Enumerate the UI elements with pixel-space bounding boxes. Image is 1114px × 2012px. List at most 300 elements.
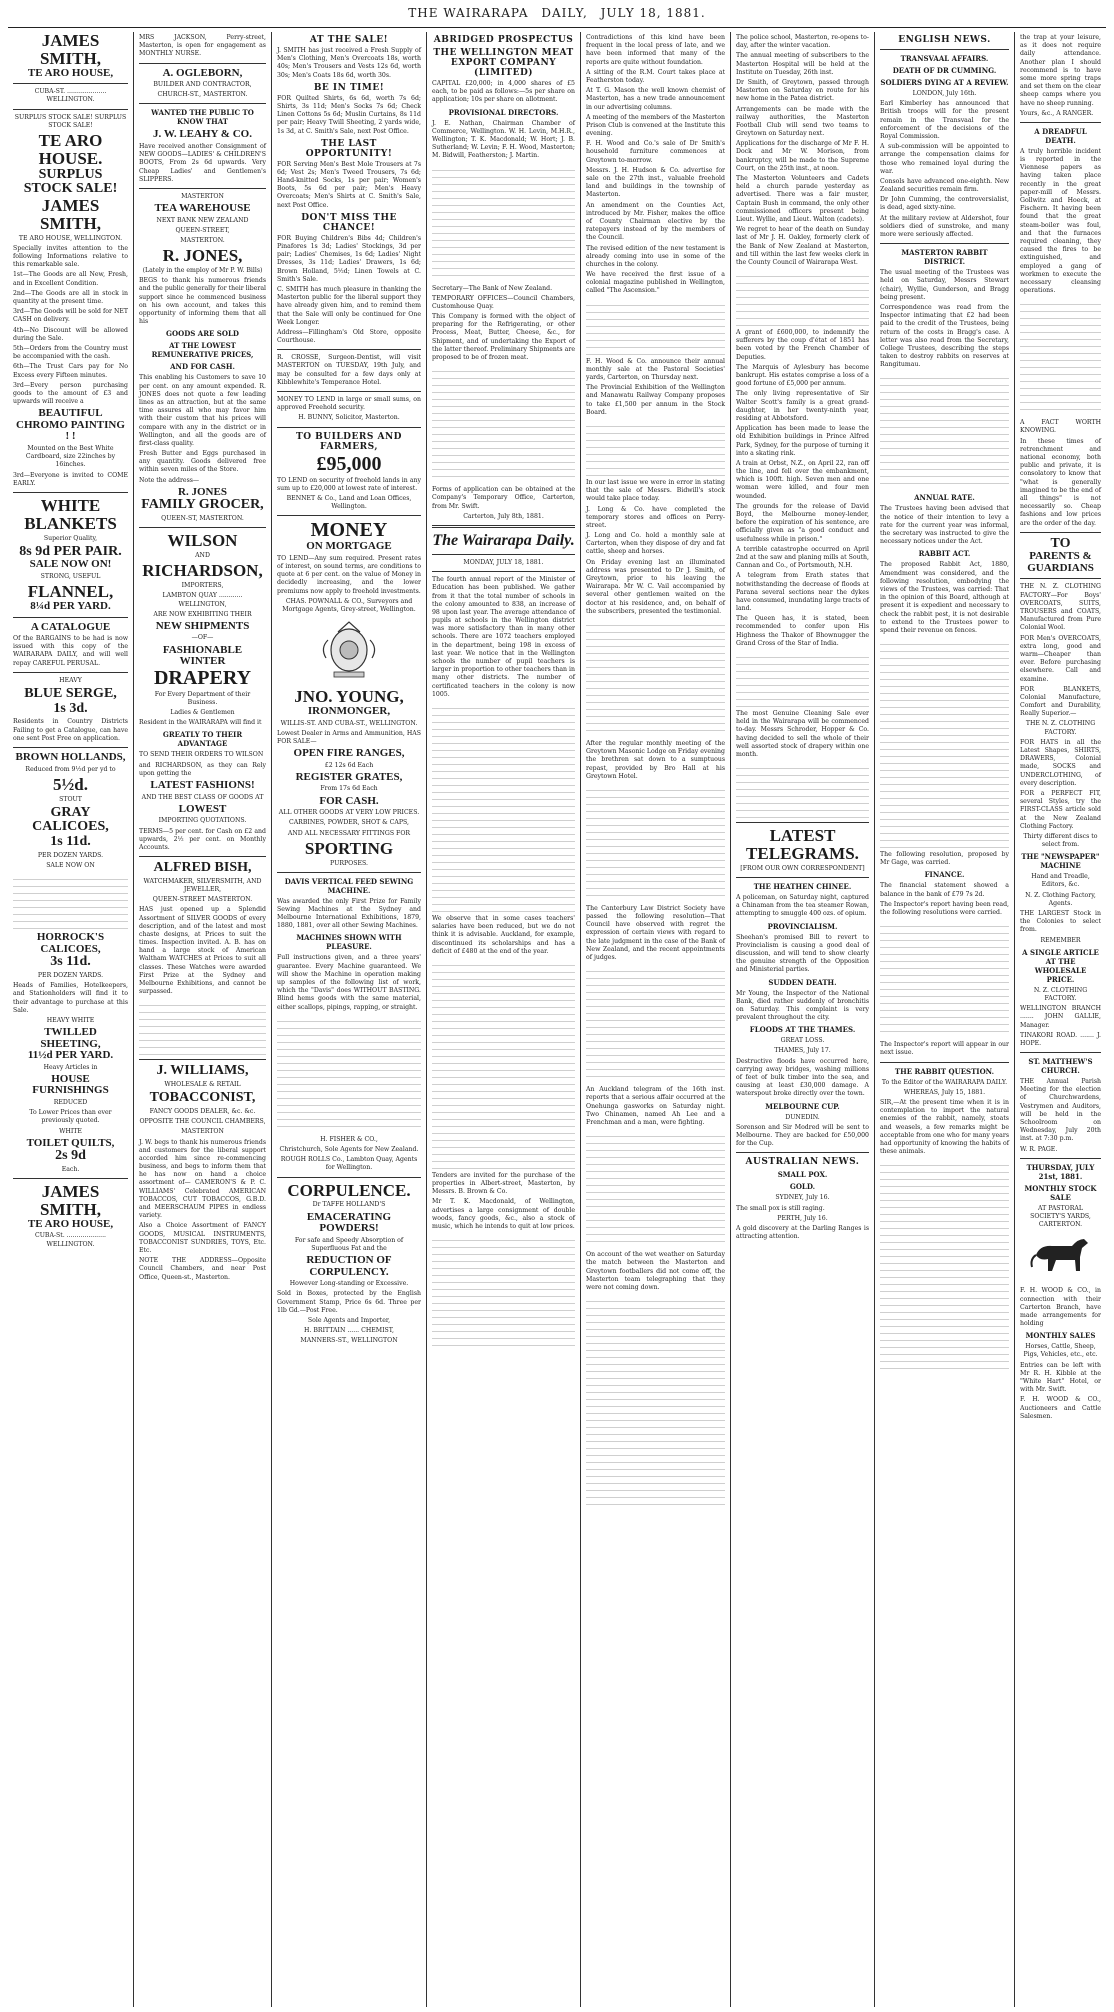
poisoning-text: The Inspector's report will appear in our next issue. xyxy=(880,1041,1009,1057)
leader-more-text-2 xyxy=(432,959,575,1169)
twilled-price: 11½d PER YARD. xyxy=(27,1049,114,1062)
hats-text: FOR HATS in all the Latest Shapes, SHIRTS, DRAWERS, Colonial made, SOCKS and UNDERCLOTHING, of every description. xyxy=(1020,738,1101,787)
per-dozen: PER DOZEN YARDS. xyxy=(37,851,104,859)
notice-6: 6th—The Trust Cars pay for No Excess every Fifteen minutes. xyxy=(13,363,128,379)
nz-agents-line: N. Z. Clothing Factory, Agents. xyxy=(1025,891,1096,907)
buying-text: FOR Buying Children's Bibs 4d; Children's Pinafores 1s 3d; Ladies' Stockings, 3d per pair; Ladies' Chemises, 1s 6d; Ladies' Night Dresses, 3s 11d; Ladies' Drawers, 1s 6d; Brown Holland, 5½d; Linen Towels at C. Smith's Sale. xyxy=(277,234,421,283)
lowest-prices: AT THE LOWEST REMUNERATIVE PRICES, xyxy=(151,341,254,360)
exhibition-text: Application has been made to lease the old Exhibition buildings in Prince Alfred Park, Sydney, for the purpose of turning it into a skating rink. xyxy=(736,425,869,457)
notice-7: 3rd—Every person purchasing goods to the amount of £3 and upwards will receive a xyxy=(13,381,128,406)
thursday-heading: THURSDAY, JULY 21st, 1881. xyxy=(1026,1162,1095,1181)
largest-text: THE LARGEST Stock in the Colonies to select from. xyxy=(1020,910,1101,934)
fact-text: In these times of retrenchment and national economy, both public and private, it is consolatory to know that "what is generally imagined to be the end of all things" is not necessarily so. Cheap fashions and low prices are the order of the day. xyxy=(1020,437,1101,527)
clothing-text: THE N. Z. CLOTHING FACTORY—For Boys' OVERCOATS, SUITS, TROUSERS and COATS, Manufactured from Pure Colonial Wool. xyxy=(1020,583,1101,632)
grates-price: From 17s 6d Each xyxy=(320,785,378,793)
carbines-line: CARBINES, POWDER, SHOT & CAPS, xyxy=(288,819,410,827)
heavy-white: HEAVY WHITE xyxy=(46,1016,95,1024)
fact-heading: A FACT WORTH KNOWING. xyxy=(1020,419,1101,435)
horrocks-price: 3s 11d. xyxy=(50,954,91,970)
importing-quotations: IMPORTING QUOTATIONS. xyxy=(158,817,247,825)
scott-text: The only living representative of Sir Walter Scott's family is a great grand-daughter, in her twenty-ninth year, residing at Abbotsford. xyxy=(736,390,869,422)
all-goods: ALL OTHER GOODS AT VERY LOW PRICES. xyxy=(278,809,420,817)
jfirst-text: J. Long and Co. hold a monthly sale at Carterton, when they dispose of dry and fat cattle, sheep and horses. xyxy=(586,532,725,556)
leader-more-text-3 xyxy=(432,1234,575,1352)
heathen-heading: THE HEATHEN CHINEE. xyxy=(753,882,852,891)
blue-serge-heading: BLUE SERGE, xyxy=(24,686,117,702)
capital-text: CAPITAL £20,000; in 4,000 shares of £5 each, to be paid as follows:—5s per share on application; 10s per share on allotment. xyxy=(432,80,575,104)
te-aro-house-label: TE ARO HOUSE, xyxy=(27,66,114,79)
bish-more-text xyxy=(139,999,266,1055)
thirty-line: Thirty different discs to select from. xyxy=(1023,832,1098,849)
dreadful-text: A truly horrible incident is reported in the Viennese papers as having taken place recently in the great paper-mill of Messrs. Gollwitz and Hoeck, at Fischern. It having been found that the great steam-boiler was foul, and that the furnaces required cleaning, they caused the fires to be extinguished, and employed a gang of workmen to execute the necessary cleansing operations. xyxy=(1020,147,1101,295)
rm-court-text: A sitting of the R.M. Court takes place at Featherston today. xyxy=(586,68,725,84)
rabbit-act-more-text xyxy=(880,638,1009,848)
prospectus-text: This Company is formed with the object of preparing for the Refrigerating, or other Process, Meat, Butter, Cheese, &c., for Shipment, and of undertaking the Export of the latter thereof. Preliminary Shipments are proposed to be of frozen meat. xyxy=(432,313,575,361)
revised-text: The revised edition of the new testament is already coming into use in some of the churches in the colony. xyxy=(586,244,725,268)
ladies-gents: Ladies & Gentlemen xyxy=(170,709,235,717)
auctioneers-line: F. H. WOOD & CO., Auctioneers and Cattle Salesmen. xyxy=(1020,1396,1101,1420)
rabbit-act-text: The proposed Rabbit Act, 1880, Amendment was considered, and the following resolution, embodying the views of the Trustees, was carried: That in the opinion of this Board, although at present it is expedient and necessary to check the rabbit pest, it is not desirable to extend to the Trustees power to spend their revenue on fences. xyxy=(880,561,1009,634)
smith-sale-text: J. SMITH has just received a Fresh Supply of Men's Clothing, Men's Overcoats 18s, worth 40s; Men's Trousers and Vests 12s 6d, worth 30s; Men's Coats 18s 6d, worth 30s. xyxy=(277,47,421,79)
smith-address: Address—Fillingham's Old Store, opposite Courthouse. xyxy=(277,328,421,345)
received-more-text xyxy=(586,299,725,355)
butter-text: Fresh Butter and Eggs purchased in any quantity. Goods delivered free within seven miles of the Store. xyxy=(139,450,266,474)
be-in-time-heading: BE IN TIME! xyxy=(313,82,385,93)
column-1 xyxy=(8,32,134,2007)
fhwood-text-2: F. H. WOOD & CO., in connection with their Carterton Branch, have made arrangements for holding xyxy=(1020,1287,1101,1328)
woods-text: F. H. Wood and Co.'s sale of Dr Smith's household furniture commences at Greytown to-morrow. xyxy=(586,140,725,164)
dreadful-heading: A DREADFUL DEATH. xyxy=(1034,126,1087,145)
nz-factory-line: THE N. Z. CLOTHING FACTORY. xyxy=(1025,720,1096,736)
trustees-meeting-text: The usual meeting of the Trustees was held on Saturday, Messrs Stewart (chair), Wyllie, Gunderson, and Bragg being present. xyxy=(880,269,1009,301)
queen-street: QUEEN-STREET, xyxy=(175,226,230,234)
crosse-text: R. CROSSE, Surgeon-Dentist, will visit MASTERTON on TUESDAY, 19th July, and may be consulted for a few days only at Kibblewhite's Temperance Hotel. xyxy=(277,354,421,386)
military-text: At the military review at Aldershot, four soldiers died of sunstroke, and many more were seriously affected. xyxy=(880,214,1009,238)
carterton-date: Carterton, July 8th, 1881. xyxy=(463,512,544,520)
signature-line: Yours, &c., A RANGER. xyxy=(1020,109,1094,117)
te-aro-house-label-2: TE ARO HOUSE, xyxy=(27,1217,114,1230)
wr-line: and RICHARDSON, as they can Rely upon getting the xyxy=(139,761,266,777)
friday-text: On Friday evening last an illuminated address was presented to Dr J. Smith, of Greytown, prior to his leaving the Wairarapa. Mr W. C. Vail accompanied by several other gentlemen waited on the doctor at his residence, and, on behalf of the subscribers, presented the testimonial. xyxy=(586,558,725,615)
account-text: On account of the wet weather on Saturday the match between the Masterton and Greytown footballers did not come off, the Masterton team telegraphing that they were not coming down. xyxy=(586,1251,725,1291)
catalogue-heading: A CATALOGUE xyxy=(30,620,111,633)
williams-also: Also a Choice Assortment of FANCY GOODS, MUSICAL INSTRUMENTS, TOBACCONIST SUNDRIES, TOYS, Etc. Etc. xyxy=(139,1222,266,1254)
goods-sold: GOODS ARE SOLD xyxy=(166,329,239,339)
machines-heading: MACHINES SHOWN WITH PLEASURE. xyxy=(296,933,402,952)
street-line: CUBA-ST. .................... WELLINGTON. xyxy=(34,88,107,104)
chromo-heading: CHROMO PAINTING ! ! xyxy=(16,418,125,443)
leader-text: The fourth annual report of the Minister of Education has been published. We gather from it that the total number of schools in the colony amounted to 838, an increase of 98 upon last year. The average attendance of pupils at schools in the Wellington district was more satisfactory than in many other schools. There are 1072 teachers employed in the department, being 198 in excess of last year. We notice that in the Wellington schools the number of pupil teachers is larger in proportion to other teachers than in many other districts. The number of certificated teachers in the colony is now 1005. xyxy=(432,576,575,698)
smallpox-heading: SMALL POX. xyxy=(777,1170,828,1180)
sale-now-on-2: SALE NOW ON xyxy=(46,862,95,869)
masterton-line: MASTERTON. xyxy=(180,237,225,245)
transvaal-heading: TRANSVAAL AFFAIRS. xyxy=(900,54,989,63)
mounted-text: Mounted on the Best White Cardboard, size 22inches by 16inches. xyxy=(25,444,116,469)
bennet-line: BENNET & Co., Land and Loan Offices, Wellington. xyxy=(286,494,412,511)
flannel-price: 8¼d PER YARD. xyxy=(30,600,111,613)
smith-card-text: C. SMITH has much pleasure in thanking the Masterton public for the liberal support they have already given him, and to remind them that the Sale will only be continued for One Week Longer. xyxy=(277,285,421,326)
correspondence-text: Correspondence was read from the Inspector intimating that £2 had been paid to the credit of the Trustees, being return of the costs in Bragg's case. A letter was also read from the Secretary, College Trustees, describing the steps taken to destroy rabbits on reserves at Rangitumau. xyxy=(880,303,1009,369)
te-aro-house-address: TE ARO HOUSE, WELLINGTON. xyxy=(18,234,123,242)
sudden-text: Mr Young, the Inspector of the National Bank, died rather suddenly of bronchitis on Saturday. This complaint is very prevalent throughout the city. xyxy=(736,989,869,1022)
fashionable-label: FASHIONABLE WINTER xyxy=(162,643,243,668)
james-smith-heading: JAMES SMITH, xyxy=(40,32,101,68)
opposite-line: OPPOSITE THE COUNCIL CHAMBERS, xyxy=(139,1118,266,1126)
street-line-2: CUBA-St. .................... WELLINGTON. xyxy=(34,1232,107,1248)
company-heading: THE WELLINGTON MEAT EXPORT COMPANY (LIMITED) xyxy=(433,48,574,78)
brown-hollands-heading: BROWN HOLLANDS, xyxy=(15,750,126,763)
williams-text: J. W. begs to thank his numerous friends and customers for the liberal support accorded him since re-commencing business, and begs to inform them that he has now on hand a choice assortment of— CAMERON'S & P. C. WILLIAMS' Celebrated AMERICAN TOBACCOS, CUT TOBACCOS, G.B.D. and MEERSCHAUM PIPES in endless variety. xyxy=(139,1138,266,1220)
rabbit-district-heading: MASTERTON RABBIT DISTRICT. xyxy=(901,248,988,267)
gray-calicoes-heading: GRAY CALICOES, xyxy=(32,804,109,835)
issue-date: MONDAY, JULY 18, 1881. xyxy=(463,558,544,566)
livestock-list: Horses, Cattle, Sheep, Pigs, Vehicles, etc., etc. xyxy=(1023,1343,1098,1359)
gold-heading: GOLD. xyxy=(789,1182,816,1192)
lend-text: TO LEND—Any sum required. Present rates of interest, on sound terms, are conditions to quote at 6 per cent. on the value of Money in decidedly increasing, and the lower premiums now apply to freehold investments. xyxy=(277,554,421,595)
loan-text: TO LEND on security of freehold lands in any sum up to £20,000 at lowest rate of interest. xyxy=(277,476,421,492)
telegram-text: A telegram from Erath states that notwithstanding the decrease of floods at Parana several sections near the dykes have consumed, inundating large tracts of land. xyxy=(736,572,869,613)
inspector-text: The following resolution, proposed by Mr Gage, was carried. xyxy=(880,851,1009,867)
correspondence-more-text xyxy=(880,372,1009,490)
alfred-bish-heading: ALFRED BISH, xyxy=(153,860,252,876)
dont-miss-heading: DON'T MISS THE CHANCE! xyxy=(301,212,397,233)
volunteers-text: The Masterton Volunteers and Cadets held a church parade yesterday as advertised. There was a fair muster, Captain Bush in command, the only other commissioned officers present being Lieut. Wyllie, and Lieut. Walton (cadets). xyxy=(736,175,869,223)
applications-text: Forms of application can be obtained at the Company's Temporary Office, Carterton, from Mr. Swift. xyxy=(432,486,575,510)
terms-text: TERMS—5 per cent. for Cash on £2 and upwards, 2½ per cent. on Monthly Accounts. xyxy=(139,827,266,851)
williams-heading: J. WILLIAMS, xyxy=(156,1063,249,1079)
heads-of-families: Heads of Families, Hotelkeepers, and Stationholders will find it to their advantage to purchase at this Sale. xyxy=(13,982,128,1014)
notice-2: 2nd—The Goods are all in stock in quantity at the present time. xyxy=(13,289,128,306)
lowest-text: To Lower Prices than ever previously quoted. xyxy=(29,1109,112,1125)
grant-text: A grant of £600,000, to indemnify the sufferers by the coup d'état of 1851 has been voted by the French Chamber of Deputies. xyxy=(736,329,869,361)
for-cash: AND FOR CASH. xyxy=(170,362,235,372)
letter-date: WHEREAS, July 15, 1881. xyxy=(903,1088,986,1096)
family-grocer: FAMILY GROCER, xyxy=(141,497,264,513)
notice-4: 4th—No Discount will be allowed during the Sale. xyxy=(13,326,128,342)
column-8 xyxy=(1015,32,1106,2007)
floods-heading: FLOODS AT THE THAMES. xyxy=(749,1025,856,1035)
queen-st-2: QUEEN-STREET MASTERTON. xyxy=(152,896,253,904)
thames-date: THAMES, July 17. xyxy=(774,1047,831,1055)
column-5 xyxy=(581,32,731,2007)
perth-date: PERTH, July 16. xyxy=(777,1214,828,1222)
loan-amount: £95,000 xyxy=(316,452,382,475)
on-mortgage: ON MORTGAGE xyxy=(306,540,392,553)
wanted-heading: WANTED THE PUBLIC TO KNOW THAT xyxy=(151,108,254,127)
mason-text: At T. G. Mason the well known chemist of Masterton, has a new trade announcement in our advertising columns. xyxy=(586,87,725,111)
jones-more: This enabling his Customers to save 10 per cent. on any amount expended. R. JONES does not quote a few leading lines as an attraction, but at the same time assures all who may favor him with their custom that his prices will compare with any in the district or in Wellington, and all the goods are of first-class quality. xyxy=(139,374,266,447)
strong-useful: STRONG, USEFUL xyxy=(40,572,101,580)
serving-text: FOR Serving Men's Best Mole Trousers at 7s 6d; Vest 2s; Men's Tweed Trousers, 7s 6d; Hand-knitted Socks, 1s per pair; Women's Boots, 5s 6d per pair; Men's Heavy Overcoats; Men's Shirts at C. Smith's Sale, next Post Office. xyxy=(277,160,421,209)
received-text: We have received the first issue of a colonial magazine published in Wellington, called "The Ascension." xyxy=(586,271,725,295)
builder-line: BUILDER AND CONTRACTOR, xyxy=(153,81,252,89)
brown-price: 5½d. xyxy=(53,774,88,794)
beautiful-label: BEAUTIFUL xyxy=(38,407,103,420)
intro-text: Specially invites attention to the following Informations relative to this remarkable sale. xyxy=(13,244,128,269)
cumming-heading: DEATH OF DR CUMMING. xyxy=(892,66,997,75)
however-line: However Long-standing or Excessive. xyxy=(289,1280,409,1288)
nzcf-line: N. Z. CLOTHING FACTORY. xyxy=(1033,986,1088,1002)
jackson-notice: MRS JACKSON, Perry-street, Masterton, is open for engagement as MONTHLY NURSE. xyxy=(139,34,266,58)
leader-text-2: We observe that in some cases teachers' salaries have been reduced, but we do not think it is advisable. Auckland, for example, discontinued its scholarships and has a deficit of £480 at the end of the year. xyxy=(432,914,575,955)
hand-line: Hand and Treadle, Editors, &c. xyxy=(1031,873,1090,889)
james-smith-heading-3: JAMES SMITH, xyxy=(40,1182,101,1220)
furnishings-heading: HOUSE FURNISHINGS xyxy=(32,1072,109,1097)
quilts-price: 2s 9d xyxy=(55,1148,86,1164)
pastoral-line: AT PASTORAL SOCIETY'S YARDS, CARTERTON. xyxy=(1030,1204,1091,1229)
prospectus-more-text xyxy=(432,365,575,483)
white-label: WHITE xyxy=(59,1127,82,1135)
invited-text: 3rd—Everyone is invited to COME EARLY. xyxy=(13,471,128,487)
paper-title: The Wairarapa Daily. xyxy=(432,531,575,549)
canterbury-text: The Canterbury Law District Society have passed the following resolution—That Council have observed with regret the expression of certain views with regard to the late judgment in the case of the Bank of New Zealand, and the recent appointments of judges. xyxy=(586,904,725,961)
tobacconist-heading: TOBACCONIST, xyxy=(149,1090,256,1106)
column-3 xyxy=(272,32,427,2007)
sudden-heading: SUDDEN DEATH. xyxy=(768,977,837,987)
sydney-date: SYDNEY, July 16. xyxy=(775,1194,830,1202)
ogleborn-heading: A. OGLEBORN, xyxy=(162,66,243,79)
surplus-stock-heading: SURPLUS STOCK SALE! xyxy=(23,166,118,197)
melbourne-cup-heading: MELBOURNE CUP. xyxy=(765,1101,840,1111)
sydney-text: The small pox is still raging. xyxy=(736,1204,825,1212)
temporary-text: TEMPORARY OFFICES—Council Chambers, Customhouse Quay. xyxy=(432,294,575,310)
heavy-articles: Heavy Articles in xyxy=(43,1063,98,1071)
serge-price: 1s 3d. xyxy=(53,700,88,716)
cleaning-sale-text: The most Genuine Cleaning Sale ever held in the Wairarapa will be commenced to-day. Messrs Schroder, Hopper & Co. having decided to sell the whole of their well assorted stock of drapery within one month. xyxy=(736,710,869,758)
directors-text: J. E. Nathan, Chairman Chamber of Commerce, Wellington. W. H. Levin, M.H.R., Wellington; T. K. Macdonald; W. Hort; J. B. Sutherland; W. Levin; F. H. Wood, Masterton; M. Bidwill, Featherston; J. Martin. xyxy=(432,119,575,160)
of-label: —OF— xyxy=(191,634,214,642)
notice-1: 1st—The Goods are all New, Fresh, and in Excellent Condition. xyxy=(13,271,128,287)
money-heading: MONEY xyxy=(310,519,388,542)
leahy-text: Have received another Consignment of NEW GOODS—LADIES' & CHILDREN'S BOOTS, From 2s 6d upwards. Very Cheap Ladies' and Gentlemen's SLIPPERS. xyxy=(139,143,266,183)
account-more-text xyxy=(586,1295,725,1505)
twilled-heading: TWILLED SHEETING, xyxy=(40,1026,101,1050)
thames-text: Destructive floods have occurred here, carrying away bridges, washing millions of feet of bulk timber into the sea, and causing at least £30,000 damage. A waterspout broke directly over the town. xyxy=(736,1057,869,1098)
fisher-line: H. FISHER & CO., xyxy=(320,1135,378,1143)
applications-text-2: Applications for the discharge of Mr F. H. Dock and Mr W. Morison, from bankruptcy, will be made to the Supreme Court, on the 25th inst., at noon. xyxy=(736,140,869,172)
inspector-more-text xyxy=(880,920,1009,1038)
blankets-text: FOR BLANKETS, Colonial Manufacture, Comfort and Durability, Really Superior.— xyxy=(1020,685,1101,718)
provincialism-text: Sheehan's promised Bill to revert to Provincialism is causing a good deal of discussion, and will tend to show clearly the genuine strength of the Opposition and Ministerial parties. xyxy=(736,933,869,974)
royal-crest-image xyxy=(277,618,421,684)
friday-more-text xyxy=(586,619,725,737)
new-shipments: NEW SHIPMENTS xyxy=(155,619,250,632)
each-label: Each. xyxy=(61,1166,80,1173)
heathen-text: A policeman, on Saturday night, captured a Chinaman from the tea steamer Rowan, attempting to smuggle 400 ozs. of opium. xyxy=(736,894,869,918)
horse-illustration xyxy=(1020,1233,1101,1283)
last-opportunity-heading: THE LAST OPPORTUNITY! xyxy=(305,138,393,159)
auckland-text: An Auckland telegram of the 16th inst. reports that a serious affair occurred at the Onehunga gasworks on Saturday night. Two Chinamen, named Ah Lee and a Frenchman and a man, were fighting. xyxy=(586,1086,725,1126)
fisher-agents: Christchurch, Sole Agents for New Zealand. xyxy=(279,1145,419,1153)
annual-rate-heading: ANNUAL RATE. xyxy=(914,493,975,503)
masthead-center: DAILY, xyxy=(541,6,588,20)
machines-more-text xyxy=(277,1015,421,1133)
annual-rate-text: The Trustees having been advised that the notice of their intention to levy a rate for the current year was informal, the secretary was instructed to give the necessary notices under the Act. xyxy=(880,505,1009,546)
rabbit-question-heading: THE RABBIT QUESTION. xyxy=(894,1066,995,1076)
fittings-line: AND ALL NECESSARY FITTINGS FOR xyxy=(287,829,411,837)
masthead xyxy=(8,6,1106,28)
wilson-heading: WILSON xyxy=(167,531,238,551)
masterton-label: MASTERTON xyxy=(181,192,224,200)
notice-5: 5th—Orders from the Country must be accompanied with the cash. xyxy=(13,344,128,361)
matthews-heading: ST. MATTHEW'S CHURCH. xyxy=(1028,1057,1093,1076)
horrocks-heading: HORROCK'S CALICOES, xyxy=(36,931,105,955)
remember-label: REMEMBER xyxy=(1040,936,1081,944)
bank-line: NEXT BANK NEW ZEALAND xyxy=(156,216,249,224)
london-date: LONDON, July 16th. xyxy=(912,90,977,97)
matthews-text: THE Annual Parish Meeting for the election of Churchwardens, Vestrymen and Auditors, will be held in the Schoolroom on Wednesday, July 20th inst. at 7:30 p.m. xyxy=(1020,1078,1101,1143)
police-school-text: The police school, Masterton, re-opens to-day, after the winter vacation. xyxy=(736,34,869,50)
inspector-text-2: The Inspector's report having been read, the following resolutions were carried. xyxy=(880,900,1009,916)
melbourne-text: Sorenson and Sir Modred will be sent to Melbourne. They are backed for £50,000 for the Cup. xyxy=(736,1123,869,1148)
chas-pownall: CHAS. POWNALL & CO., Surveyors and Mortgage Agents, Grey-street, Wellington. xyxy=(282,597,416,613)
page-signature: W. R. PAGE. xyxy=(1020,1145,1058,1153)
regret-text: We regret to hear of the death on Sunday last of Mr J. H. Oakley, formerly clerk of the Bank of New Zealand at Masterton, and till within the last few weeks clerk in the County Council of Wairarapa West. xyxy=(736,226,869,266)
rough-rolls: ROUGH ROLLS Co., Lambton Quay, Agents for Wellington. xyxy=(280,1156,418,1172)
column-6 xyxy=(731,32,875,2007)
quilts-heading: TOILET QUILTS, xyxy=(26,1136,115,1149)
quilts-text: FOR Quilted Shirts, 6s 6d, worth 7s 6d; Shirts, 3s 11d; Men's Socks 7s 6d; Check Linen Cottons 5s 6d; Muslin Curtains, 8s 11d per pair; Heavy Twill Sheeting, 2 yards wide, 1s 3d, at C. Smith's Sale, next Post Office. xyxy=(277,94,421,135)
directors-list xyxy=(432,164,575,282)
stout-label: STOUT xyxy=(59,795,82,803)
editor-line: To the Editor of the WAIRARAPA DAILY. xyxy=(881,1078,1008,1086)
drapery-heading: DRAPERY xyxy=(153,666,252,689)
blanket-price: 8s 9d PER PAIR. xyxy=(19,543,122,559)
jones-heading: R. JONES, xyxy=(162,246,243,266)
manners-line: MANNERS-ST., WELLINGTON xyxy=(300,1337,398,1345)
monthly-sales-heading: MONTHLY SALES xyxy=(1025,1331,1096,1341)
calicoes-price: 1s 11d. xyxy=(50,834,91,850)
greatly-line: GREATLY TO THEIR ADVANTAGE xyxy=(162,730,243,749)
james-smith-heading-2: JAMES SMITH, xyxy=(40,196,101,233)
reduced-label: REDUCED xyxy=(53,1099,88,1107)
train-text: A train at Orbst, N.Z., on April 22, ran off the line, and fell over the embankment, which is 100ft. high. Seven men and one woman were killed, and four men wounded. xyxy=(736,459,869,500)
provincialism-heading: PROVINCIALISM. xyxy=(767,921,838,931)
hudson-text: Messrs. J. H. Hudson & Co. advertise for sale on the 27th inst., valuable freehold land and buildings in the township of Masterton. xyxy=(586,166,725,199)
provincial-text: The Provincial Exhibition of the Wellington and Manawatu Railway Company proposes to take £1,500 per annum in the Stock Board. xyxy=(586,384,725,416)
and-label: AND xyxy=(195,552,210,560)
ironmonger-label: IRONMONGER, xyxy=(307,705,391,718)
fhwood-text: F. H. Wood & Co. announce their annual monthly sale at the Pastoral Societies' yards, Carterton, on Thursday next. xyxy=(586,357,725,381)
grounds-text: The grounds for the release of David Boyd, the Melbourne money-lender, before the expiration of his sentence, are officially given as "a good conduct and usefulness while in prison." xyxy=(736,502,869,543)
bunny-line: H. BUNNY, Solicitor, Masterton. xyxy=(298,414,400,422)
builders-heading: TO BUILDERS AND FARMERS, xyxy=(296,431,402,452)
corpulence-heading: CORPULENCE. xyxy=(287,1180,411,1200)
perth-text: A gold discovery at the Darling Ranges is attracting attention. xyxy=(736,1224,869,1241)
flannel-heading: FLANNEL, xyxy=(27,582,114,602)
sub-commission-text: A sub-commission will be appointed to arrange the compensation claims for those who remained loyal during the war. xyxy=(880,143,1009,175)
watchmaker-line: WATCHMAKER, SILVERSMITH, AND JEWELLER, xyxy=(143,877,262,893)
column-7 xyxy=(875,32,1015,2007)
after-more-text xyxy=(586,784,725,902)
telegrams-heading: TELEGRAMS. xyxy=(746,843,859,863)
purposes-label: PURPOSES. xyxy=(330,859,368,867)
last-issue-text: In our last issue we were in error in stating that the sale of Messrs. Bidwill's stock would take place today. xyxy=(586,478,725,503)
willis-line: WILLIS-ST. AND CUBA-ST., WELLINGTON. xyxy=(280,719,418,727)
reduction-heading: REDUCTION OF CORPULENCY. xyxy=(306,1254,392,1278)
leader-text-4: Mr T. K. Macdonald, of Wellington, advertises a large consignment of double woods, fancy goods, &c., also a stock of music, which he intends to quit at low prices. xyxy=(432,1198,575,1230)
cleaning-more-text xyxy=(736,762,869,818)
tea-warehouse-heading: TEA WAREHOUSE xyxy=(154,202,251,215)
newspaper-machine-heading: THE "NEWSPAPER" MACHINE xyxy=(1021,852,1100,871)
ranges-price: £2 12s 6d Each xyxy=(324,761,374,769)
cumming-text: Dr John Cumming, the controversialist, is dead, aged sixty-nine. xyxy=(880,196,1009,212)
surplus-line: SURPLUS STOCK SALE! SURPLUS STOCK SALE! xyxy=(14,113,127,129)
dunedin-line: DUNEDIN. xyxy=(785,1113,820,1121)
machines-text: Full instructions given, and a three years' guarantee. Every Machine guaranteed. We will show the Machine in operation making up samples of the following list of work, which the "Davis" does WITHOUT BASTING. Blind hems goods with the same material, either scallops, pipings, rapping, or straight. xyxy=(277,954,421,1011)
jones-sub: (Lately in the employ of Mr P. W. Bills) xyxy=(142,267,263,275)
column-2 xyxy=(134,32,272,2007)
aylesbury-text: The Marquis of Aylesbury has become bankrupt. His estates comprise a loss of a good fortune of £5,000 per annum. xyxy=(736,363,869,388)
soldiers-heading: SOLDIERS DYING AT A REVIEW. xyxy=(880,78,1009,87)
sold-text: Sold in Boxes, protected by the English Government Stamp, Price 6s 6d. Three per 1lb Gd.—Post Free. xyxy=(277,1290,421,1314)
dreadful-more-text xyxy=(1020,298,1101,416)
agents-line: Sole Agents and Importer, xyxy=(307,1316,391,1324)
jones-footer: R. JONES xyxy=(178,485,227,498)
leahy-heading: J. W. LEAHY & CO. xyxy=(153,128,252,141)
perfect-fit-text: FOR a PERFECT FIT, several Styles, try the FIRST-CLASS article sold at the New Zealand Clothing Factory. xyxy=(1020,789,1101,830)
young-heading: JNO. YOUNG, xyxy=(294,687,404,707)
hospital-text: The annual meeting of subscribers to the Masterton Hospital will be held at the Institute on Tuesday, 26th inst. xyxy=(736,52,869,76)
provincial-more-text xyxy=(586,420,725,476)
wholesale-line: WHOLESALE & RETAIL xyxy=(164,1081,241,1089)
brown-sub: Reduced from 9½d per yd to xyxy=(25,765,116,773)
importers-label: IMPORTERS, xyxy=(181,582,224,590)
kimberley-text: Earl Kimberley has announced that British troops will for the present remain in the Transvaal for the enforcement of the decisions of the Royal Commission. xyxy=(880,100,1009,140)
terrible-text: A terrible catastrophe occurred on April 2nd at the saw and planing mills at South, Cannan and Co., of Portsmouth, N.H. xyxy=(736,545,869,570)
monthly-sale-heading: MONTHLY STOCK SALE xyxy=(1024,1183,1097,1202)
young-text: Lowest Dealer in Arms and Ammunition, HAS FOR SALE— xyxy=(277,729,421,745)
every-department: For Every Department of their Business. xyxy=(154,690,251,706)
for-line: For safe and Speedy Absorption of Superfluous Fat and the xyxy=(294,1236,404,1252)
finance-heading: FINANCE. xyxy=(924,870,965,880)
canterbury-more-text xyxy=(586,965,725,1083)
prospectus-heading: ABRIDGED PROSPECTUS xyxy=(433,35,574,45)
queen-more-text xyxy=(736,651,869,707)
mens-text: FOR Men's OVERCOATS, extra long, good and warm—Cheaper than ever. Before purchasing elsewhere. Call and examine. xyxy=(1020,634,1101,683)
masthead-left: THE WAIRARAPA xyxy=(408,6,529,20)
leader-more-text xyxy=(432,702,575,912)
lowest-heading: LOWEST xyxy=(178,802,227,815)
meeting-text: A meeting of the members of the Masterton Prison Club is convened at the Institute this evening. xyxy=(586,113,725,138)
counties-text: An amendment on the Counties Act, introduced by Mr. Fisher, makes the office of County Chairman elective by the ratepayers instead of by the members of the Council. xyxy=(586,201,725,242)
single-article-heading: A SINGLE ARTICLE AT THE WHOLESALE PRICE. xyxy=(1022,947,1099,984)
te-aro-house-heading: TE ARO HOUSE. xyxy=(38,130,103,168)
open-fire-ranges: OPEN FIRE RANGES, xyxy=(293,747,405,760)
queen-text: The Queen has, it is stated, been recommended to confer upon His Highness the Thakor of Bhownugger the Grand Cross of the Star of India. xyxy=(736,615,869,647)
english-news-heading: ENGLISH NEWS. xyxy=(898,35,991,45)
wellington-branch: WELLINGTON BRANCH ....... JOHN GALLIE, Manager. xyxy=(1020,1005,1101,1029)
taffe-line: Dr TAFFE HOLLAND'S xyxy=(312,1201,386,1209)
jlong-text: J. Long & Co. have completed the temporary stores and offices on Perry-street. xyxy=(586,505,725,529)
quality-text: Superior Quality, xyxy=(43,534,98,542)
jones-text: BEGS to thank his numerous friends and the public generally for their liberal support since he commenced business on his own account, and takes this opportunity of informing them that all his xyxy=(139,277,266,326)
parents-heading: PARENTS & GUARDIANS xyxy=(1027,550,1094,574)
emacerating-heading: EMACERATING POWDERS! xyxy=(306,1210,392,1235)
per-dozen-2: PER DOZEN YARDS. xyxy=(37,971,104,979)
richardson-heading: RICHARDSON, xyxy=(142,561,263,581)
entries-text: Entries can be left with Mr R. H. Kibble at the "White Hart" Hotel, or with Mr. Swift. xyxy=(1020,1361,1101,1394)
brittain-line: H. BRITTAIN ...... CHEMIST, xyxy=(304,1327,394,1335)
sporting-heading: SPORTING xyxy=(304,838,394,858)
note-address: Note the address— xyxy=(139,476,200,484)
arrangements-text: Arrangements can be made with the railway authorities, the Masterton Football Club will send two teams to Greytown on Saturday next. xyxy=(736,105,869,138)
latest-fashions: LATEST FASHIONS! xyxy=(150,779,255,792)
money-text: MONEY TO LEND in large or small sums, on approved Freehold security. xyxy=(277,396,421,412)
regret-more-text xyxy=(736,270,869,326)
after-text: After the regular monthly meeting of the Greytown Masonic Lodge on Friday evening the brethren sat down to a sumptuous repast, provided by Bro Hall at his Greytown Hotel. xyxy=(586,739,725,780)
correspondent-line: [FROM OUR OWN CORRESPONDENT] xyxy=(740,864,865,872)
